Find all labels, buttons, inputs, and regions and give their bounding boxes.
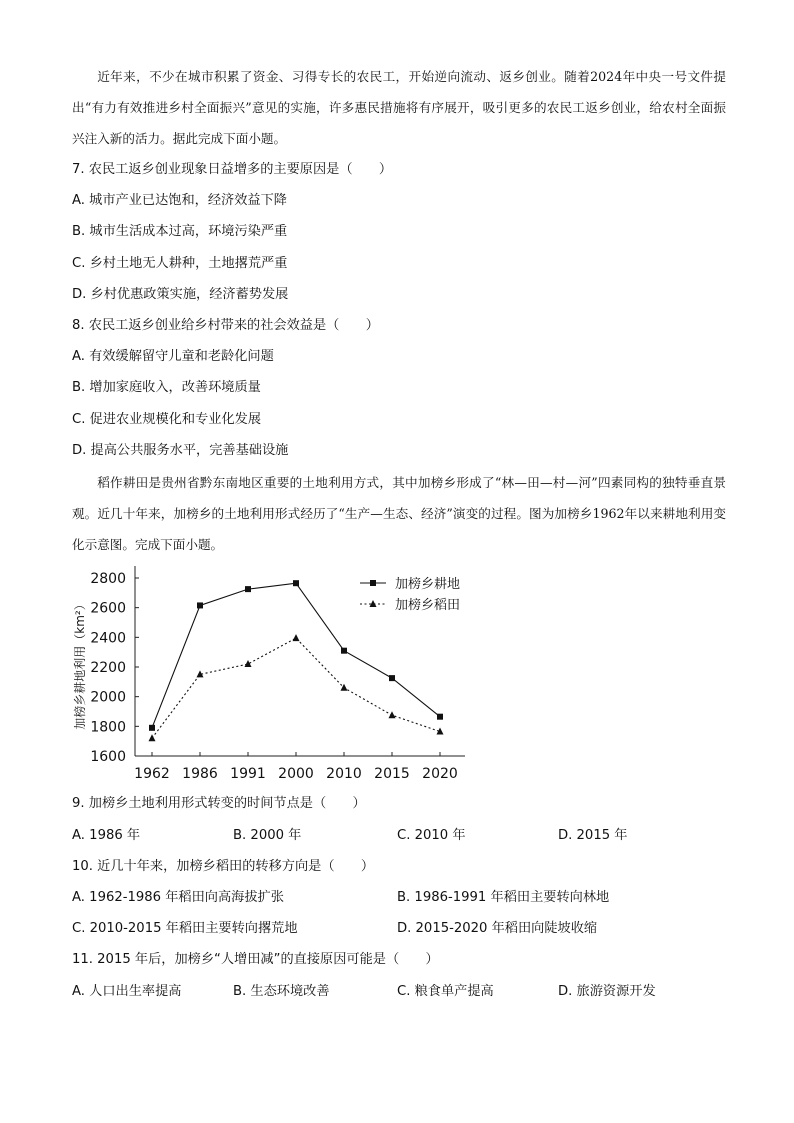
question-8-option-a[interactable]: A. 有效缓解留守儿童和老龄化问题 bbox=[72, 349, 274, 364]
y-tick-label: 2800 bbox=[90, 571, 126, 587]
x-tick-label: 2020 bbox=[422, 766, 458, 782]
passage-1 bbox=[72, 61, 726, 154]
question-7-option-a[interactable]: A. 城市产业已达饱和，经济效益下降 bbox=[72, 193, 287, 208]
data-point-square bbox=[293, 580, 299, 586]
question-11-option-a[interactable]: A. 人口出生率提高 bbox=[72, 984, 182, 999]
data-point-square bbox=[197, 602, 203, 608]
y-tick-label: 2600 bbox=[90, 600, 126, 617]
data-point-triangle bbox=[245, 660, 252, 667]
data-point-triangle bbox=[389, 711, 396, 718]
data-point-triangle bbox=[149, 734, 156, 741]
data-point-square bbox=[341, 648, 347, 654]
y-axis-title: 加榜乡耕地利用（km²） bbox=[73, 598, 87, 730]
data-point-square bbox=[437, 714, 443, 720]
y-tick-label: 2200 bbox=[90, 660, 126, 676]
data-point-square bbox=[389, 675, 395, 681]
question-7-option-d[interactable]: D. 乡村优惠政策实施，经济蓄势发展 bbox=[72, 287, 289, 302]
y-tick-label: 2000 bbox=[90, 689, 126, 706]
passage-1-text: 近年来，不少在城市积累了资金、习得专长的农民工，开始逆向流动、返乡创业。随着2024年中央一号文件提出“有力有效推进乡村全面振兴”意见的实施，许多惠民措施将有序展开，吸引更多的农民工返乡创业，给农村全面振兴注入新的活力。据此完成下面小题。 bbox=[72, 69, 726, 146]
question-11-stem: 11. 2015 年后，加榜乡“人增田减”的直接原因可能是（ ） bbox=[72, 952, 439, 967]
question-7-stem: 7. 农民工返乡创业现象日益增多的主要原因是（ ） bbox=[72, 162, 393, 177]
question-8-stem: 8. 农民工返乡创业给乡村带来的社会效益是（ ） bbox=[72, 318, 379, 333]
data-point-square bbox=[245, 586, 251, 592]
question-8-option-d[interactable]: D. 提高公共服务水平，完善基础设施 bbox=[72, 443, 289, 458]
x-tick-label: 2000 bbox=[278, 766, 314, 782]
question-9-option-c[interactable]: C. 2010 年 bbox=[397, 828, 466, 843]
question-10-option-d[interactable]: D. 2015-2020 年稻田向陡坡收缩 bbox=[397, 921, 598, 936]
passage-2-text: 稻作耕田是贵州省黔东南地区重要的土地利用方式，其中加榜乡形成了“林—田—村—河”四素同构的独特垂直景观。近几十年来，加榜乡的土地利用形式经历了“生产—生态、经济”演变的过程。图为加榜乡1962年以来耕地利用变化示意图。完成下面小题。 bbox=[72, 475, 726, 552]
x-tick-label: 2010 bbox=[326, 766, 362, 782]
question-10-stem: 10. 近几十年来，加榜乡稻田的转移方向是（ ） bbox=[72, 859, 375, 874]
question-11-option-d[interactable]: D. 旅游资源开发 bbox=[558, 984, 656, 999]
data-point-square bbox=[149, 725, 155, 731]
y-tick-label: 2400 bbox=[90, 630, 126, 647]
passage-2 bbox=[72, 467, 726, 560]
question-9-option-a[interactable]: A. 1986 年 bbox=[72, 828, 141, 843]
series-line-2 bbox=[152, 638, 440, 738]
question-10-option-a[interactable]: A. 1962-1986 年稻田向高海拔扩张 bbox=[72, 890, 284, 905]
question-7-option-b[interactable]: B. 城市生活成本过高，环境污染严重 bbox=[72, 224, 288, 239]
legend-label-1: 加榜乡耕地 bbox=[395, 577, 461, 592]
question-11-option-c[interactable]: C. 粮食单产提高 bbox=[397, 984, 494, 999]
y-tick-label: 1800 bbox=[90, 719, 126, 736]
question-11-option-b[interactable]: B. 生态环境改善 bbox=[233, 984, 330, 999]
question-8-option-c[interactable]: C. 促进农业规模化和专业化发展 bbox=[72, 412, 262, 427]
legend-label-2: 加榜乡稻田 bbox=[395, 598, 461, 613]
question-8-option-b[interactable]: B. 增加家庭收入，改善环境质量 bbox=[72, 380, 261, 395]
legend-marker-square bbox=[370, 580, 376, 586]
x-tick-label: 1986 bbox=[182, 766, 218, 782]
x-tick-label: 2015 bbox=[374, 766, 410, 782]
data-point-triangle bbox=[293, 634, 300, 641]
x-tick-label: 1962 bbox=[134, 766, 170, 782]
question-7-option-c[interactable]: C. 乡村土地无人耕种，土地撂荒严重 bbox=[72, 256, 288, 271]
x-tick-label: 1991 bbox=[230, 766, 266, 782]
question-9-option-b[interactable]: B. 2000 年 bbox=[233, 828, 302, 843]
y-tick-label: 1600 bbox=[90, 749, 126, 765]
question-9-option-d[interactable]: D. 2015 年 bbox=[558, 828, 628, 843]
question-10-option-c[interactable]: C. 2010-2015 年稻田主要转向撂荒地 bbox=[72, 921, 298, 936]
question-9-stem: 9. 加榜乡土地利用形式转变的时间节点是（ ） bbox=[72, 796, 366, 811]
question-10-option-b[interactable]: B. 1986-1991 年稻田主要转向林地 bbox=[397, 890, 610, 905]
farmland-use-chart bbox=[60, 562, 480, 787]
